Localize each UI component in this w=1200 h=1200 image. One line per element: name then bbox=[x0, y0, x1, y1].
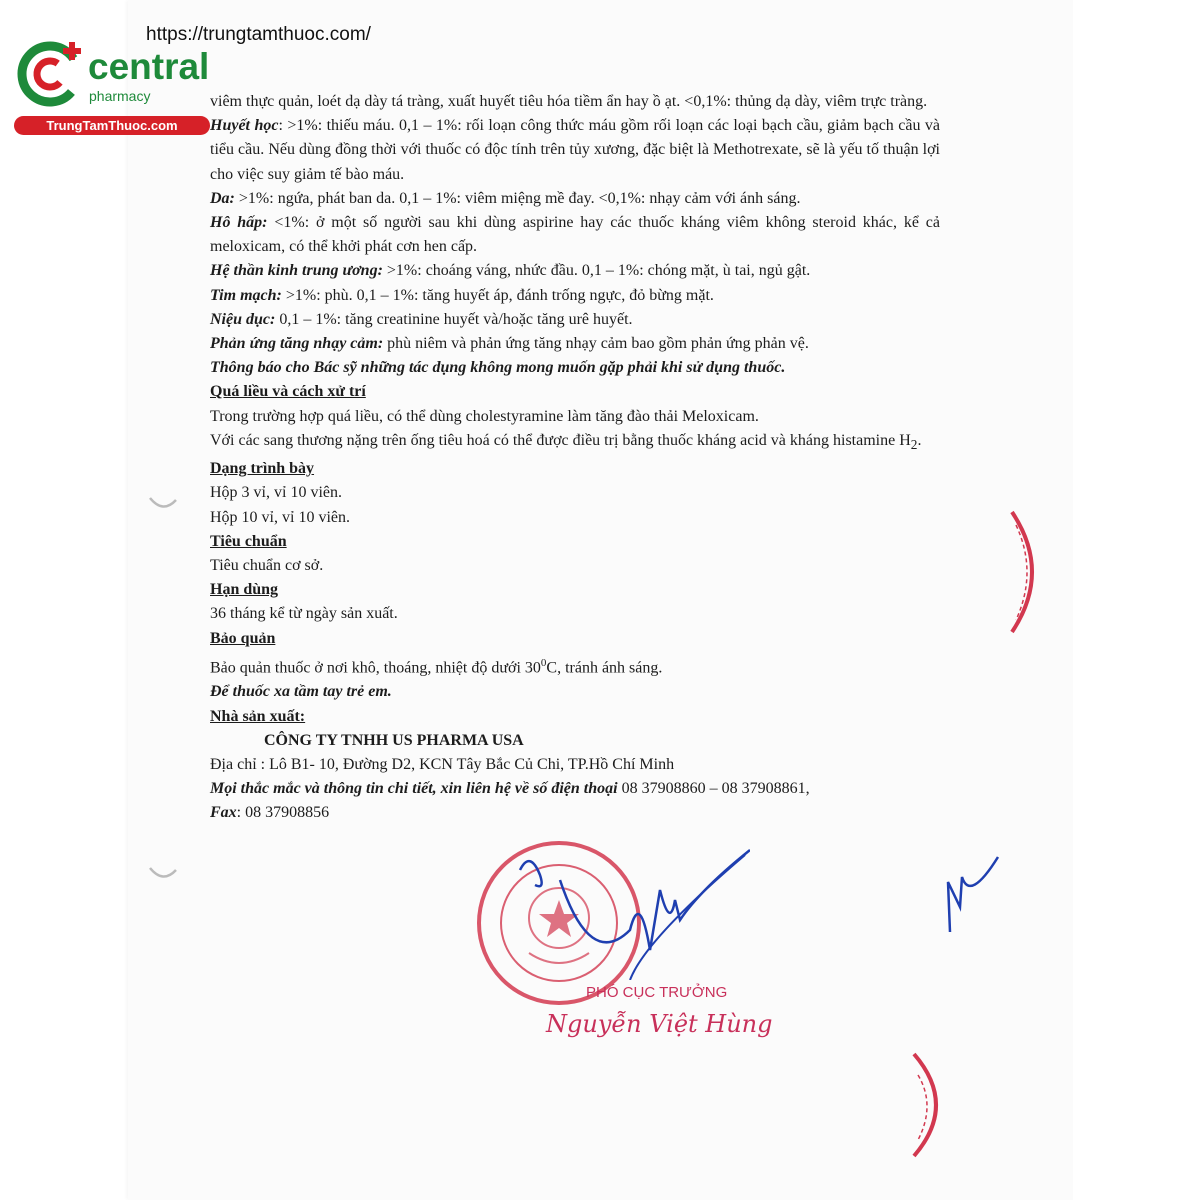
overdose-text-1: Trong trường hợp quá liều, có thể dùng cholestyramine làm tăng đào thải Meloxicam. bbox=[210, 407, 759, 425]
contact-phones: 08 37908860 – 08 37908861, bbox=[617, 780, 810, 798]
fax-info bbox=[210, 801, 940, 825]
source-url[interactable]: https://trungtamthuoc.com/ bbox=[146, 24, 371, 45]
signatory-name: Nguyễn Việt Hùng bbox=[546, 1010, 773, 1038]
partial-seal-icon bbox=[908, 1050, 948, 1160]
skin-effects bbox=[210, 187, 940, 211]
cardio-text: >1%: phù. 0,1 – 1%: tăng huyết áp, đánh trống ngực, đỏ bừng mặt. bbox=[281, 286, 714, 304]
cardio-effects bbox=[210, 284, 940, 308]
degree-superscript: 0 bbox=[540, 656, 547, 669]
manufacturer-heading: Nhà sản xuất: bbox=[210, 707, 306, 725]
storage-text-a: Bảo quản thuốc ở nơi khô, thoáng, nhiệt độ dưới 30 bbox=[210, 659, 541, 677]
cns-effects bbox=[210, 259, 940, 283]
partial-seal-icon bbox=[1008, 510, 1053, 635]
skin-text: >1%: ngứa, phát ban da. 0,1 – 1%: viêm miệng mề đay. <0,1%: nhạy cảm với ánh sáng. bbox=[234, 189, 801, 207]
gi-effects: viêm thực quản, loét dạ dày tá tràng, xuất huyết tiêu hóa tiềm ẩn hay ồ ạt. <0,1%: thủng dạ dày, viêm trực tràng. bbox=[210, 93, 928, 110]
standard-text: Tiêu chuẩn cơ sở. bbox=[210, 557, 324, 575]
urogenital-label: Niệu dục: bbox=[210, 310, 276, 328]
cardio-label: Tim mạch: bbox=[210, 286, 282, 304]
blood-label: Huyết học bbox=[210, 117, 279, 135]
logo-domain-bar[interactable]: TrungTamThuoc.com bbox=[14, 116, 210, 135]
overdose-text-2 bbox=[210, 429, 940, 457]
overdose-heading: Quá liều và cách xử trí bbox=[210, 383, 366, 401]
storage-text-b: C, tránh ánh sáng. bbox=[546, 659, 663, 677]
urogenital-effects bbox=[210, 308, 940, 332]
signature-icon bbox=[500, 830, 750, 980]
punch-hole-icon bbox=[148, 494, 178, 514]
blood-text: : >1%: thiếu máu. 0,1 – 1%: rối loạn công thức máu gồm rối loạn các loại bạch cầu, giảm bạch cầu và tiểu cầu. Nếu dùng đồng thời với thuốc có độc tính trên tủy xương, đặc biệt là Methotrexate, sẽ là yếu tố thuận lợi cho việc suy giảm tế bào máu. bbox=[210, 117, 940, 183]
punch-hole-icon bbox=[148, 864, 178, 884]
respiratory-text: <1%: ở một số người sau khi dùng aspirine hay các thuốc kháng viêm không steroid khác, kể cả meloxicam, có thể khởi phát cơn hen cấp. bbox=[210, 214, 940, 256]
cns-text: >1%: choáng váng, nhức đầu. 0,1 – 1%: chóng mặt, ù tai, ngủ gật. bbox=[382, 262, 811, 280]
hypersensitivity-text: phù niêm và phản ứng tăng nhạy cảm bao gồm phản ứng phản vệ. bbox=[383, 335, 809, 353]
cns-label: Hệ thần kinh trung ương: bbox=[210, 262, 383, 280]
storage-text bbox=[210, 651, 940, 681]
company-address: Địa chỉ : Lô B1- 10, Đường D2, KCN Tây Bắc Củ Chi, TP.Hồ Chí Minh bbox=[210, 756, 675, 773]
contact-info bbox=[210, 777, 940, 801]
overdose-text-2b: . bbox=[917, 431, 922, 449]
initials-signature-icon bbox=[940, 852, 1000, 942]
logo-brand: central bbox=[88, 46, 210, 87]
fax-label: Fax bbox=[210, 804, 237, 822]
storage-heading: Bảo quản bbox=[210, 629, 276, 647]
h2-subscript: 2 bbox=[910, 437, 918, 453]
expiry-text: 36 tháng kể từ ngày sản xuất. bbox=[210, 605, 398, 623]
overdose-text-2a: Với các sang thương nặng trên ống tiêu hoá có thể được điều trị bằng thuốc kháng acid và kháng histamine H bbox=[210, 431, 911, 449]
contact-label: Mọi thắc mắc và thông tin chi tiết, xin liên hệ về số điện thoại bbox=[210, 780, 618, 798]
skin-label: Da: bbox=[210, 189, 235, 207]
doctor-notice: Thông báo cho Bác sỹ những tác dụng không mong muốn gặp phải khi sử dụng thuốc. bbox=[210, 359, 786, 377]
company-name: CÔNG TY TNHH US PHARMA USA bbox=[264, 731, 524, 749]
respiratory-label: Hô hấp: bbox=[210, 214, 268, 232]
packaging-2: Hộp 10 vỉ, vỉ 10 viên. bbox=[210, 508, 350, 526]
logo-subtitle: pharmacy bbox=[89, 88, 151, 104]
children-warning: Để thuốc xa tầm tay trẻ em. bbox=[210, 683, 392, 701]
packaging-heading: Dạng trình bày bbox=[210, 460, 315, 478]
blood-effects bbox=[210, 114, 940, 187]
hypersensitivity-effects bbox=[210, 332, 940, 356]
expiry-heading: Hạn dùng bbox=[210, 581, 279, 599]
respiratory-effects bbox=[210, 211, 940, 259]
fax-value: : 08 37908856 bbox=[236, 804, 330, 822]
signatory-title: PHÓ CỤC TRƯỞNG bbox=[586, 984, 728, 1001]
document-body bbox=[210, 90, 940, 826]
standard-heading: Tiêu chuẩn bbox=[210, 532, 287, 550]
hypersensitivity-label: Phản ứng tăng nhạy cảm: bbox=[210, 335, 384, 353]
urogenital-text: 0,1 – 1%: tăng creatinine huyết và/hoặc tăng urê huyết. bbox=[275, 310, 633, 328]
packaging-1: Hộp 3 vỉ, vỉ 10 viên. bbox=[210, 484, 342, 502]
